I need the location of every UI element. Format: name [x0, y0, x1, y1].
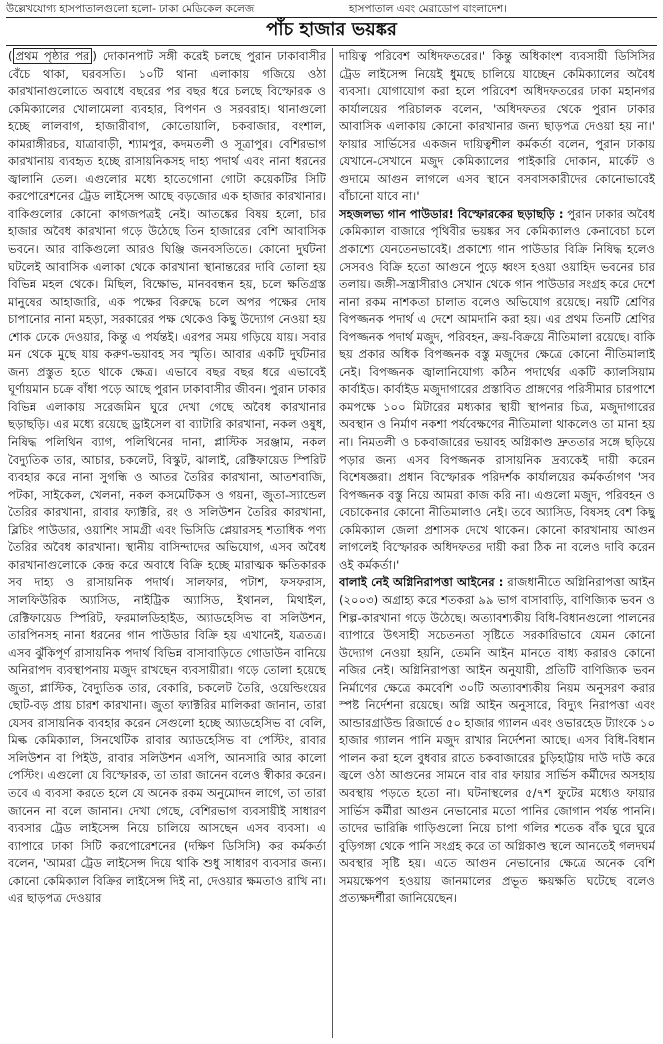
right-column: [339, 48, 655, 1040]
article-headline: পাঁচ হাজার ভয়ঙ্কর: [266, 19, 397, 40]
right-paragraph-2: [339, 206, 655, 574]
right-paragraph-2-text: পুরান ঢাকার অবৈধ কেমিক্যাল বাজারে পৃথিবীর ভয়ঙ্কর সব কেমিক্যালও কেনাবেচা চলে প্রকাশ্যে যেনতেনভাবেই। প্রকাশ্যে গান পাউডার বিক্রি নিষিদ্ধ হলেও সেসবও বিক্রি হতো আগুনে পুড়ে ধ্বংস হওয়া ওয়াহিদ ভবনের চার তলায়। জঙ্গী-সন্ত্রাসীরাও সেখান থেকে গান পাউডার সংগ্রহ করে দেশে নানা রকম নাশকতা চালাত বলেও অভিযোগ রয়েছে। নয়টি শ্রেণির বিপজ্জনক পদার্থ এ দেশে আমদানি করা হয়। এর প্রথম তিনটি শ্রেণির বিপজ্জনক পদার্থ মজুদ, পরিবহন, ক্রয়-বিক্রয়ে নীতিমালা রয়েছে। বাকি ছয় প্রকার অধিক বিপজ্জনক বস্তু মজুদের ক্ষেত্রে কোনো নীতিমালাই নেই। বিপজ্জনক জ্বালানিযোগ্য কঠিন পদার্থের একটি ক্যালসিয়াম কার্বাইড। কার্বাইড মজুদাগারের প্রস্তাবিত প্রাঙ্গণের পরিসীমার চারপাশে কমপক্ষে ১০০ মিটারের মধ্যকার স্থায়ী স্থাপনার চিত্র, মজুদাগারের অবস্থান ও নির্মাণ নকশা পর্যবেক্ষণের নীতিমালা থাকলেও তা মানা হয় না। নিমতলী ও চকবাজারের ভয়াবহ অগ্নিকাণ্ড দ্রুততার সঙ্গে ছড়িয়ে পড়ার জন্য এসব বিপজ্জনক রাসায়নিক দ্রব্যকেই দায়ী করেন বিশেষজ্ঞরা। প্রধান বিস্ফোরক পরিদর্শক কার্যালয়ের কর্মকর্তাগণ 'সব বিপজ্জনক বস্তু নিয়ে আমরা কাজ করি না। এগুলো মজুদ, পরিবহন ও বেচাকেনার কোনো নীতিমালাও নেই। তবে অ্যাসিড, বিষসহ বেশ কিছু কেমিক্যাল জেলা প্রশাসক দেখে থাকেন। কোনো কারখানায় আগুন লাগলেই বিস্ফোরক অধিদফতর দায়ী করা ঠিক না বলেও দাবি করেন ওই কর্মকর্তা।': [339, 206, 655, 572]
subheading-gun-powder: সহজলভ্য গান পাউডার! বিস্ফোরকের ছড়াছড়ি :: [339, 206, 564, 221]
subheading-fire-safety: বালাই নেই অগ্নিনিরাপত্তা আইনের :: [339, 575, 504, 590]
right-paragraph-3-text: রাজধানীতে অগ্নিনিরাপত্তা আইন (২০০৩) অগ্রাহ্য করে শতকরা ৯৯ ভাগ বাসাবাড়ি, বাণিজ্যিক ভবন ও শিল্প-কারখানা গড়ে উঠেছে। অত্যাবশ্যকীয় বিধি-বিধানগুলো পালনের ব্যাপারে উৎসাহী সচেতনতা সৃষ্টিতে সরকারিভাবে যেমন কোনো উদ্যোগ নেওয়া হয়নি, তেমনি আইন মানতে বাধ্য করারও কোনো নজির নেই। অগ্নিনিরাপত্তা আইন অনুযায়ী, প্রতিটি বাণিজ্যিক ভবন নির্মাণের ক্ষেত্রে কমবেশি ৩০টি অত্যাবশ্যকীয় নিয়ম অনুসরণ করার স্পষ্ট নির্দেশনা রয়েছে। অগ্নি আইন অনুসারে, বিদ্যুৎ নিরাপত্তা এবং আন্ডারগ্রাউন্ড রিজার্ভে ৫০ হাজার গ্যালন এবং ওভারহেড ট্যাংকে ১০ হাজার গ্যালন পানি মজুদ রাখার নির্দেশনা আছে। এসব বিধি-বিধান পালন করা হলে বুধবার রাতে চকবাজারের চুড়িহাট্টায় দাউ দাউ করে জ্বলে ওঠা আগুনের সামনে বার বার ফায়ার সার্ভিস কর্মীদের অসহায় অবস্থায় পড়তে হতো না। ঘটনাস্থলের ৫/৭শ ফুটের মধ্যেও ফায়ার সার্ভিস কর্মীরা আগুন নেভানোর মতো পানির জোগান পর্যন্ত পাননি। তাদের ভারিক্কি গাড়িগুলো নিয়ে চাপা গলির শতেক বাঁক ঘুরে ঘুরে বুড়িগঙ্গা থেকে পানি সংগ্রহ করে তা অগ্নিকাণ্ড স্থলে আনতেই গলদঘর্ম অবস্থার সৃষ্টি হয়। এতে আগুন নেভানোর ক্ষেত্রে অনেক বেশি সময়ক্ষেপণ হওয়ায় জানমালের প্রভূত ক্ষয়ক্ষতি ঘটেছে বলেও প্রত্যক্ষদর্শীরা জানিয়েছেন।: [339, 575, 655, 906]
right-paragraph-3: [339, 574, 655, 907]
column-divider: [332, 48, 333, 1038]
top-left-text: উল্লেখযোগ্য হাসপাতালগুলো হলো- ঢাকা মেডিকেল কলেজ: [6, 3, 255, 15]
left-body-paragraph: ( প্রথম পৃষ্ঠার পর ) দোকানপাট সঙ্গী করেই চলছে পুরান ঢাকাবাসীর বেঁচে থাকা, ঘরবসতি। ১০টি থানা এলাকায় গজিয়ে ওঠা কারখানাগুলোতে অবাধে বছরের পর বছর ধরে চলছে বিস্ফোরক ও কেমিক্যালের খোলামেলা ব্যবহার, বিপণন ও সরবরাহ। থানাগুলো হচ্ছে লালবাগ, হাজারীবাগ, কোতোয়ালি, চকবাজার, বংশাল, কামরাঙ্গীরচর, যাত্রাবাড়ী, শ্যামপুর, কদমতলী ও সূত্রাপুর। বেশিরভাগ কারখানায় ব্যবহৃত হচ্ছে রাসায়নিকসহ দাহ্য পদার্থ এবং নানা ধরনের জ্বালানি তেল। এগুলোর মধ্যে হাতেগোনা গোটা কয়েকটির সিটি করপোরেশনের ট্রেড লাইসেন্স আছে বড়জোর এক হাজার কারখানার। বাকিগুলোর কোনো কাগজপত্রই নেই। আতঙ্কের বিষয় হলো, চার হাজার অবৈধ কারখানা গড়ে উঠেছে তিন হাজারের বেশি আবাসিক ভবনে। আর বাকিগুলো আরও ঘিঞ্জি জনবসতিতে। কোনো দুর্ঘটনা ঘটলেই আবাসিক এলাকা থেকে কারখানা স্থানান্তরের দাবি তোলা হয় বিভিন্ন মহল থেকে। মিছিল, বিক্ষোভ, মানববন্ধন হয়, চলে ক্ষতিগ্রস্ত মানুষের আহাজারি, এক পক্ষের বিরুদ্ধে চলে অপর পক্ষের দোষ চাপানোর নানা মহড়া, সরকারের পক্ষ থেকেও কিছু উদ্যোগ নেওয়া হয় শোক ঢেকে দেওয়ার, কিন্তু এ পর্যন্তই। এরপর সময় গড়িয়ে যায়। সবার মন থেকে মুছে যায় করুণ-ভয়াবহ সব স্মৃতি। আবার একটি দুর্ঘটনার জন্য প্রস্তুত হতে থাকে ক্ষেত্র। এভাবে বছর বছর ধরে এভাবেই ঘূর্ণায়মান চক্রে বাঁধা পড়ে আছে পুরান ঢাকাবাসীর জীবন। পুরান ঢাকার বিভিন্ন এলাকায় সরেজমিন ঘুরে দেখা গেছে অবৈধ কারখানার ছড়াছড়ি। এর মধ্যে রয়েছে ড্রাইসেল বা ব্যাটারি কারখানা, নকল ওষুধ, নিষিদ্ধ পলিথিন ব্যাগ, পলিথিনের দানা, প্লাস্টিক সরঞ্জাম, নকল বৈদ্যুতিক তার, আচার, চকলেট, বিস্কুট, ঝালাই, রেক্টিফায়েড স্পিরিট ব্যবহার করে নানা সুগন্ধি ও আতর তৈরির কারখানা, আতশবাজি, পটকা, সাইকেল, খেলনা, নকল কসমেটিকস ও গয়না, জুতা-স্যান্ডেল তৈরির কারখানা, রাবার ফ্যাক্টরি, রং ও সলিউশন তৈরির কারখানা, ব্লিচিং পাউডার, ওয়াশিং সামগ্রী এবং ভিসিডি প্লেয়ারসহ শতাধিক পণ্য তৈরির অবৈধ কারখানা। স্থানীয় বাসিন্দাদের অভিযোগ, এসব অবৈধ কারখানাগুলোকে কেন্দ্র করে অবাধে বিক্রি হচ্ছে মারাত্মক ক্ষতিকারক সব দাহ্য ও রাসায়নিক পদার্থ। সালফার, পটাশ, ফসফরাস, সালফিউরিক অ্যাসিড, নাইট্রিক অ্যাসিড, ইথানল, মিথাইল, রেক্টিফায়েড স্পিরিট, ফরমালডিহাইড, অ্যাডহেসিভ বা সলিউশন, তারপিনসহ নানা ধরনের গান পাউডার বিক্রি হয় এখানেই, যত্রতত্র। এসব ঝুঁকিপূর্ণ রাসায়নিক পদার্থ বিভিন্ন বাসাবাড়িতে গোডাউন বানিয়ে অনিরাপদ ব্যবস্থাপনায় মজুদ রাখছেন ব্যবসায়ীরা। গড়ে তোলা হয়েছে জুতা, প্লাস্টিক, বৈদ্যুতিক তার, বেকারি, চকলেট তৈরি, ওয়েল্ডিংয়ের ছোট-বড় প্রায় চারশ কারখানা। জুতা ফ্যাক্টরির মালিকরা জানান, তারা যেসব রাসায়নিক ব্যবহার করেন সেগুলো হচ্ছে অ্যাডহেসিভ বা বেলি, মিল্ক কেমিক্যাল, সিনথেটিক রাবার অ্যাডহেসিভ বা পেস্টিং, রাবার সলিউশন বা পিইউ, রাবার সলিউশন এসপি, আনসারি আর কালো পেস্টিং। এগুলো যে বিস্ফোরক, তা তারা জানেন বলেও স্বীকার করেন। তবে এ ব্যবসা করতে হলে যে অনেক রকম অনুমোদন লাগে, তা তারা জানেন না বলে জানান। দেখা গেছে, বেশিরভাগ ব্যবসায়ীই সাধারণ ব্যবসার ট্রেড লাইসেন্স নিয়ে চালিয়ে আসছেন এসব ব্যবসা। এ ব্যাপারে ঢাকা সিটি করপোরেশনের (দক্ষিণ ডিসিসি) কর কর্মকর্তা বলেন, 'আমরা ট্রেড লাইসেন্স দিয়ে থাকি শুধু সাধারণ ব্যবসার জন্য। কোনো কেমিক্যাল বিক্রির লাইসেন্স দিই না, দেওয়ার ক্ষমতাও রাখি না। এর ছাড়পত্র দেওয়ার: [8, 49, 326, 906]
right-paragraph-1: দায়িত্ব পরিবেশ অধিদফতরের।' কিন্তু অধিকাংশ ব্যবসায়ী ডিসিসির ট্রেড লাইসেন্স নিয়েই ধুমছে চালিয়ে যাচ্ছেন কেমিক্যালের অবৈধ ব্যবসা। যোগাযোগ করা হলে পরিবেশ অধিদফতরের ঢাকা মহানগর কার্যালয়ের পরিচালক বলেন, 'অধিদফতর থেকে পুরান ঢাকার আবাসিক এলাকায় কোনো কারখানার জন্য ছাড়পত্র দেওয়া হয় না।' ফায়ার সার্ভিসের একজন দায়িত্বশীল কর্মকর্তা বলেন, পুরান ঢাকায় যেখানে-সেখানে মজুদ কেমিক্যালের পাইকারি দোকান, মার্কেট ও গুদামে আগুন লাগলে এসব স্থানে বসবাসকারীদের কোনোভাবেই বাঁচানো যাবে না।': [339, 49, 655, 204]
top-right-text: হাসপাতাল এবং মেরাডোপ বাংলাদেশ।: [349, 3, 507, 15]
continued-from-tag: প্রথম পৃষ্ঠার পর: [13, 48, 93, 64]
left-column: [8, 48, 326, 1040]
headline-divider: [6, 45, 657, 46]
left-body-text: দোকানপাট সঙ্গী করেই চলছে পুরান ঢাকাবাসীর বেঁচে থাকা, ঘরবসতি। ১০টি থানা এলাকায় গজিয়ে ওঠা কারখানাগুলোতে অবাধে বছরের পর বছর ধরে চলছে বিস্ফোরক ও কেমিক্যালের খোলামেলা ব্যবহার, বিপণন ও সরবরাহ। থানাগুলো হচ্ছে লালবাগ, হাজারীবাগ, কোতোয়ালি, চকবাজার, বংশাল, কামরাঙ্গীরচর, যাত্রাবাড়ী, শ্যামপুর, কদমতলী ও সূত্রাপুর। বেশিরভাগ কারখানায় ব্যবহৃত হচ্ছে রাসায়নিকসহ দাহ্য পদার্থ এবং নানা ধরনের জ্বালানি তেল। এগুলোর মধ্যে হাতেগোনা গোটা কয়েকটির সিটি করপোরেশনের ট্রেড লাইসেন্স আছে বড়জোর এক হাজার কারখানার। বাকিগুলোর কোনো কাগজপত্রই নেই। আতঙ্কের বিষয় হলো, চার হাজার অবৈধ কারখানা গড়ে উঠেছে তিন হাজারের বেশি আবাসিক ভবনে। আর বাকিগুলো আরও ঘিঞ্জি জনবসতিতে। কোনো দুর্ঘটনা ঘটলেই আবাসিক এলাকা থেকে কারখানা স্থানান্তরের দাবি তোলা হয় বিভিন্ন মহল থেকে। মিছিল, বিক্ষোভ, মানববন্ধন হয়, চলে ক্ষতিগ্রস্ত মানুষের আহাজারি, এক পক্ষের বিরুদ্ধে চলে অপর পক্ষের দোষ চাপানোর নানা মহড়া, সরকারের পক্ষ থেকেও কিছু উদ্যোগ নেওয়া হয় শোক ঢেকে দেওয়ার, কিন্তু এ পর্যন্তই। এরপর সময় গড়িয়ে যায়। সবার মন থেকে মুছে যায় করুণ-ভয়াবহ সব স্মৃতি। আবার একটি দুর্ঘটনার জন্য প্রস্তুত হতে থাকে ক্ষেত্র। এভাবে বছর বছর ধরে এভাবেই ঘূর্ণায়মান চক্রে বাঁধা পড়ে আছে পুরান ঢাকাবাসীর জীবন। পুরান ঢাকার বিভিন্ন এলাকায় সরেজমিন ঘুরে দেখা গেছে অবৈধ কারখানার ছড়াছড়ি। এর মধ্যে রয়েছে ড্রাইসেল বা ব্যাটারি কারখানা, নকল ওষুধ, নিষিদ্ধ পলিথিন ব্যাগ, পলিথিনের দানা, প্লাস্টিক সরঞ্জাম, নকল বৈদ্যুতিক তার, আচার, চকলেট, বিস্কুট, ঝালাই, রেক্টিফায়েড স্পিরিট ব্যবহার করে নানা সুগন্ধি ও আতর তৈরির কারখানা, আতশবাজি, পটকা, সাইকেল, খেলনা, নকল কসমেটিকস ও গয়না, জুতা-স্যান্ডেল তৈরির কারখানা, রাবার ফ্যাক্টরি, রং ও সলিউশন তৈরির কারখানা, ব্লিচিং পাউডার, ওয়াশিং সামগ্রী এবং ভিসিডি প্লেয়ারসহ শতাধিক পণ্য তৈরির অবৈধ কারখানা। স্থানীয় বাসিন্দাদের অভিযোগ, এসব অবৈধ কারখানাগুলোকে কেন্দ্র করে অবাধে বিক্রি হচ্ছে মারাত্মক ক্ষতিকারক সব দাহ্য ও রাসায়নিক পদার্থ। সালফার, পটাশ, ফসফরাস, সালফিউরিক অ্যাসিড, নাইট্রিক অ্যাসিড, ইথানল, মিথাইল, রেক্টিফায়েড স্পিরিট, ফরমালডিহাইড, অ্যাডহেসিভ বা সলিউশন, তারপিনসহ নানা ধরনের গান পাউডার বিক্রি হয় এখানেই, যত্রতত্র। এসব ঝুঁকিপূর্ণ রাসায়নিক পদার্থ বিভিন্ন বাসাবাড়িতে গোডাউন বানিয়ে অনিরাপদ ব্যবস্থাপনায় মজুদ রাখছেন ব্যবসায়ীরা। গড়ে তোলা হয়েছে জুতা, প্লাস্টিক, বৈদ্যুতিক তার, বেকারি, চকলেট তৈরি, ওয়েল্ডিংয়ের ছোট-বড় প্রায় চারশ কারখানা। জুতা ফ্যাক্টরির মালিকরা জানান, তারা যেসব রাসায়নিক ব্যবহার করেন সেগুলো হচ্ছে অ্যাডহেসিভ বা বেলি, মিল্ক কেমিক্যাল, সিনথেটিক রাবার অ্যাডহেসিভ বা পেস্টিং, রাবার সলিউশন বা পিইউ, রাবার সলিউশন এসপি, আনসারি আর কালো পেস্টিং। এগুলো যে বিস্ফোরক, তা তারা জানেন বলেও স্বীকার করেন। তবে এ ব্যবসা করতে হলে যে অনেক রকম অনুমোদন লাগে, তা তারা জানেন না বলে জানান। দেখা গেছে, বেশিরভাগ ব্যবসায়ীই সাধারণ ব্যবসার ট্রেড লাইসেন্স নিয়ে চালিয়ে আসছেন এসব ব্যবসা। এ ব্যাপারে ঢাকা সিটি করপোরেশনের (দক্ষিণ ডিসিসি) কর কর্মকর্তা বলেন, 'আমরা ট্রেড লাইসেন্স দিয়ে থাকি শুধু সাধারণ ব্যবসার জন্য। কোনো কেমিক্যাল বিক্রির লাইসেন্স দিই না, দেওয়ার ক্ষমতাও রাখি না। এর ছাড়পত্র দেওয়ার: [8, 49, 326, 906]
